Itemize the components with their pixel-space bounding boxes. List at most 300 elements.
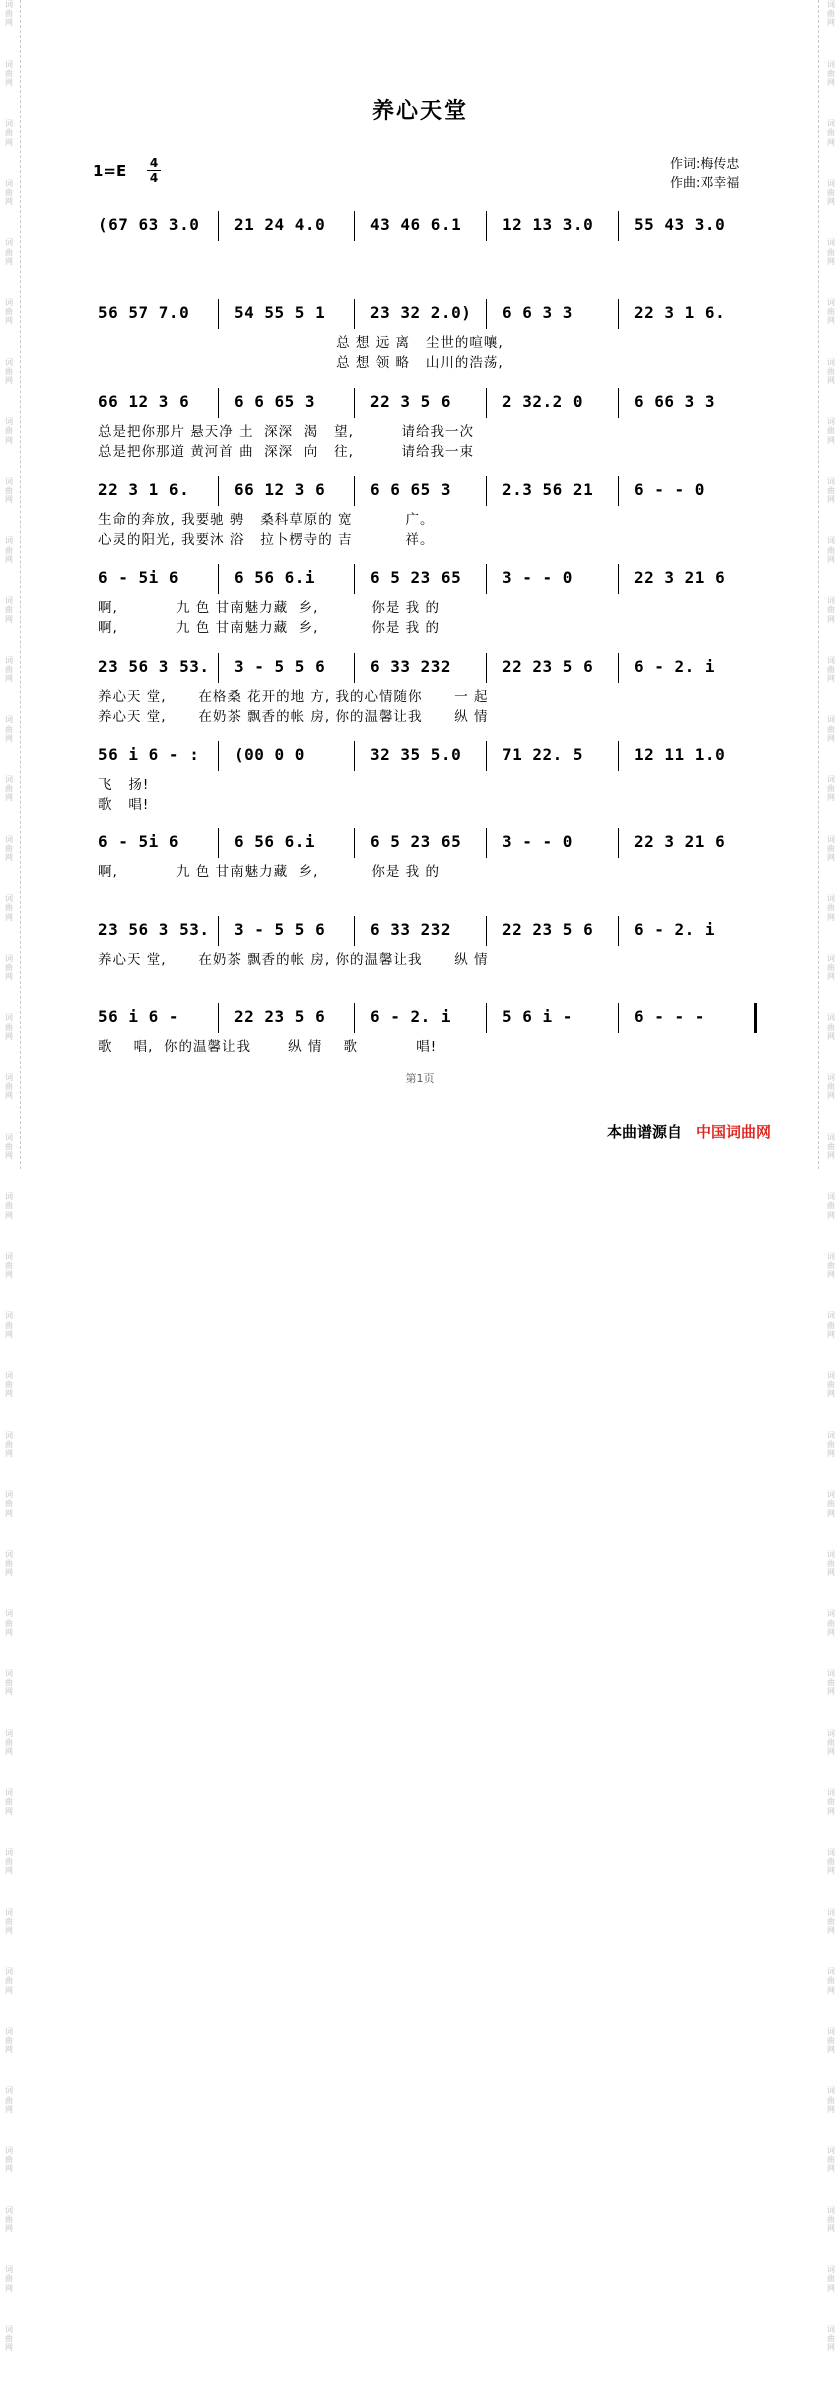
lyric-line-1: 养心天 堂, 在奶茶 飘香的帐 房, 你的温馨让我 纵 情: [98, 952, 489, 968]
watermark-char: 曲: [5, 1201, 13, 1211]
source-label: 本曲谱源自: [607, 1123, 683, 1141]
watermark-char: 词: [827, 2145, 835, 2155]
watermark-char: 曲: [827, 128, 835, 138]
watermark-char: 网: [827, 2343, 835, 2353]
watermark-char: 词: [827, 1192, 835, 1202]
watermark-char: 词: [827, 1847, 835, 1857]
watermark-char: 网: [5, 972, 13, 982]
watermark-char: 网: [5, 912, 13, 922]
lyric-line-1: 啊, 九 色 甘南魅力藏 乡, 你是 我 的: [98, 864, 440, 880]
lyric-line-2: 歌 唱!: [98, 797, 150, 813]
watermark-char: 网: [5, 1687, 13, 1697]
page-number: 第1页: [405, 1072, 435, 1085]
left-watermark: [2, 0, 16, 2353]
time-signature-bottom: 4: [147, 170, 161, 185]
watermark-char: 网: [827, 137, 835, 147]
lyric-line-1: 总是把你那片 悬天净 土 深深 渴 望, 请给我一次: [98, 424, 475, 440]
watermark-char: 网: [5, 1985, 13, 1995]
watermark-char: 网: [5, 495, 13, 505]
watermark-char: 曲: [827, 307, 835, 317]
measure-notes: 6 - - -: [634, 1007, 705, 1026]
watermark-char: 词: [5, 476, 13, 486]
bar-line: [218, 564, 219, 594]
lyric-line-1: 歌 唱, 你的温馨让我 纵 情 歌 唱!: [98, 1039, 438, 1055]
measure-notes: 12 11 1.0: [634, 745, 726, 764]
watermark-char: 曲: [5, 1022, 13, 1032]
watermark-char: 网: [827, 1806, 835, 1816]
watermark-char: 曲: [827, 1201, 835, 1211]
watermark-char: 曲: [827, 1618, 835, 1628]
watermark-char: 网: [827, 2045, 835, 2055]
bar-line: [218, 388, 219, 418]
watermark-char: 曲: [5, 1141, 13, 1151]
watermark-char: 网: [827, 1508, 835, 1518]
watermark-char: 词: [5, 834, 13, 844]
watermark-char: 网: [827, 674, 835, 684]
watermark-char: 曲: [827, 1022, 835, 1032]
watermark-char: 词: [827, 2324, 835, 2334]
lyric-line-2: 总是把你那道 黄河首 曲 深深 向 往, 请给我一束: [98, 444, 475, 460]
measure-notes: 6 6 65 3: [370, 480, 452, 499]
measure-notes: 22 3 5 6: [370, 392, 452, 411]
watermark-char: 网: [5, 1210, 13, 1220]
watermark-char: 词: [5, 1311, 13, 1321]
bar-line: [354, 1003, 355, 1033]
watermark-char: 曲: [5, 426, 13, 436]
watermark-char: 网: [5, 2045, 13, 2055]
watermark-char: 词: [827, 2026, 835, 2036]
watermark-char: 网: [5, 2104, 13, 2114]
watermark-char: 词: [827, 298, 835, 308]
watermark-char: 曲: [827, 903, 835, 913]
watermark-char: 词: [827, 417, 835, 427]
lyric-line-1: 生命的奔放, 我要驰 骋 桑科草原的 宽 广。: [98, 512, 435, 528]
watermark-char: 网: [5, 1627, 13, 1637]
measure-notes: 66 12 3 6: [98, 392, 190, 411]
watermark-char: 曲: [827, 1141, 835, 1151]
watermark-char: 网: [827, 1866, 835, 1876]
watermark-char: 网: [5, 18, 13, 28]
watermark-char: 曲: [5, 1618, 13, 1628]
bar-line: [486, 211, 487, 241]
watermark-char: 网: [827, 18, 835, 28]
watermark-char: 曲: [827, 962, 835, 972]
watermark-char: 词: [5, 1549, 13, 1559]
watermark-char: 词: [5, 0, 13, 9]
measure-notes: (00 0 0: [234, 745, 305, 764]
watermark-char: 曲: [827, 784, 835, 794]
watermark-char: 词: [5, 1907, 13, 1917]
watermark-char: 网: [827, 1449, 835, 1459]
bar-line: [486, 388, 487, 418]
measure-notes: 55 43 3.0: [634, 215, 726, 234]
bar-line: [218, 653, 219, 683]
watermark-char: 词: [5, 298, 13, 308]
watermark-char: 曲: [5, 1082, 13, 1092]
watermark-char: 曲: [827, 2155, 835, 2165]
watermark-char: 曲: [827, 843, 835, 853]
watermark-char: 曲: [827, 1439, 835, 1449]
lyric-line-2: 总 想 领 略 山川的浩荡,: [98, 355, 504, 371]
watermark-char: 曲: [5, 247, 13, 257]
watermark-char: 词: [5, 178, 13, 188]
watermark-char: 词: [5, 953, 13, 963]
lyricist-credit: 作词:梅传忠: [670, 157, 740, 172]
bar-line: [486, 916, 487, 946]
bar-line: [486, 564, 487, 594]
bar-line: [618, 299, 619, 329]
watermark-char: 曲: [5, 307, 13, 317]
bar-line: [354, 211, 355, 241]
bar-line: [486, 1003, 487, 1033]
measure-notes: 3 - - 0: [502, 568, 573, 587]
measure-notes: 43 46 6.1: [370, 215, 462, 234]
bar-line: [618, 741, 619, 771]
watermark-char: 词: [827, 536, 835, 546]
watermark-char: 网: [5, 1508, 13, 1518]
watermark-char: 曲: [5, 1678, 13, 1688]
watermark-char: 网: [5, 1270, 13, 1280]
bar-line: [486, 476, 487, 506]
watermark-char: 曲: [5, 366, 13, 376]
watermark-char: 词: [827, 894, 835, 904]
watermark-char: 网: [5, 1866, 13, 1876]
watermark-char: 曲: [827, 2035, 835, 2045]
watermark-char: 词: [827, 1132, 835, 1142]
measure-notes: 6 56 6.i: [234, 568, 316, 587]
watermark-char: 曲: [5, 664, 13, 674]
bar-line: [486, 828, 487, 858]
watermark-char: 网: [827, 1985, 835, 1995]
bar-line: [354, 299, 355, 329]
watermark-char: 词: [5, 1847, 13, 1857]
watermark-char: 曲: [5, 843, 13, 853]
watermark-char: 曲: [5, 1380, 13, 1390]
watermark-char: 词: [827, 953, 835, 963]
watermark-char: 词: [5, 2145, 13, 2155]
watermark-char: 词: [827, 476, 835, 486]
watermark-char: 网: [5, 1150, 13, 1160]
watermark-char: 词: [5, 1251, 13, 1261]
watermark-char: 网: [827, 1747, 835, 1757]
watermark-char: 网: [827, 1210, 835, 1220]
watermark-char: 网: [5, 1449, 13, 1459]
watermark-char: 曲: [827, 605, 835, 615]
watermark-char: 词: [827, 1669, 835, 1679]
watermark-char: 网: [827, 316, 835, 326]
measure-notes: 6 - 2. i: [370, 1007, 452, 1026]
watermark-char: 网: [827, 2164, 835, 2174]
watermark-char: 曲: [5, 1320, 13, 1330]
watermark-char: 曲: [827, 2333, 835, 2343]
watermark-char: 网: [5, 1925, 13, 1935]
bar-line: [618, 916, 619, 946]
watermark-char: 曲: [827, 1082, 835, 1092]
watermark-char: 网: [827, 1150, 835, 1160]
watermark-char: 词: [5, 1013, 13, 1023]
right-watermark: [824, 0, 838, 2353]
watermark-char: 词: [5, 2265, 13, 2275]
bar-line: [218, 1003, 219, 1033]
watermark-char: 网: [5, 256, 13, 266]
watermark-char: 曲: [827, 1559, 835, 1569]
watermark-char: 曲: [827, 2214, 835, 2224]
watermark-char: 词: [827, 0, 835, 9]
watermark-char: 曲: [5, 68, 13, 78]
measure-notes: (67 63 3.0: [98, 215, 200, 234]
watermark-char: 网: [827, 1329, 835, 1339]
watermark-char: 曲: [827, 1261, 835, 1270]
watermark-char: 网: [5, 1806, 13, 1816]
bar-line: [354, 828, 355, 858]
watermark-char: 曲: [5, 605, 13, 615]
source-credit: [607, 1121, 771, 1142]
watermark-char: 网: [827, 1091, 835, 1101]
watermark-char: 网: [5, 852, 13, 862]
watermark-char: 网: [827, 376, 835, 386]
watermark-char: 曲: [5, 2274, 13, 2284]
watermark-char: 网: [827, 733, 835, 743]
watermark-char: 词: [827, 1311, 835, 1321]
watermark-char: 网: [827, 554, 835, 564]
watermark-char: 词: [5, 119, 13, 129]
measure-notes: 2.3 56 21: [502, 480, 594, 499]
watermark-char: 网: [5, 674, 13, 684]
watermark-char: 词: [5, 1669, 13, 1679]
watermark-char: 曲: [5, 2155, 13, 2165]
watermark-char: 词: [5, 655, 13, 665]
watermark-char: 网: [827, 435, 835, 445]
watermark-char: 曲: [827, 68, 835, 78]
measure-notes: 71 22. 5: [502, 745, 584, 764]
watermark-char: 曲: [5, 2333, 13, 2343]
watermark-char: 曲: [5, 1261, 13, 1270]
bar-line: [618, 564, 619, 594]
watermark-char: 词: [827, 1013, 835, 1023]
lyric-line-2: 心灵的阳光, 我要沐 浴 拉卜楞寺的 吉 祥。: [98, 532, 435, 548]
watermark-char: 词: [5, 536, 13, 546]
bar-line: [618, 653, 619, 683]
watermark-char: 词: [5, 1072, 13, 1082]
watermark-char: 曲: [827, 1737, 835, 1747]
watermark-char: 词: [5, 1371, 13, 1381]
watermark-char: 词: [827, 715, 835, 725]
watermark-char: 词: [827, 655, 835, 665]
source-site: 中国词曲网: [696, 1123, 772, 1141]
watermark-char: 词: [5, 59, 13, 69]
watermark-char: 曲: [5, 962, 13, 972]
watermark-char: 词: [827, 1549, 835, 1559]
watermark-char: 曲: [827, 1499, 835, 1509]
watermark-char: 网: [5, 2283, 13, 2293]
watermark-char: 曲: [5, 486, 13, 496]
watermark-char: 词: [5, 1788, 13, 1798]
watermark-char: 网: [5, 1389, 13, 1399]
watermark-char: 曲: [827, 1797, 835, 1807]
final-bar-line: [754, 1003, 757, 1033]
watermark-char: 网: [827, 1031, 835, 1041]
watermark-char: 网: [827, 793, 835, 803]
bar-line: [218, 828, 219, 858]
watermark-char: 词: [827, 1728, 835, 1738]
measure-notes: 6 - 2. i: [634, 657, 716, 676]
watermark-char: 曲: [5, 545, 13, 555]
watermark-char: 曲: [5, 1499, 13, 1509]
watermark-char: 曲: [5, 2035, 13, 2045]
measure-notes: 22 3 21 6: [634, 832, 726, 851]
watermark-char: 曲: [5, 1559, 13, 1569]
watermark-char: 词: [827, 1371, 835, 1381]
time-signature: [147, 156, 161, 185]
bar-line: [354, 476, 355, 506]
watermark-char: 曲: [5, 1439, 13, 1449]
watermark-char: 曲: [5, 1857, 13, 1867]
bar-line: [218, 211, 219, 241]
right-margin-line: [818, 0, 819, 1169]
measure-notes: 6 6 3 3: [502, 303, 573, 322]
watermark-char: 网: [827, 256, 835, 266]
watermark-char: 网: [5, 2343, 13, 2353]
watermark-char: 曲: [5, 128, 13, 138]
measure-notes: 6 - - 0: [634, 480, 705, 499]
watermark-char: 网: [5, 1031, 13, 1041]
watermark-char: 词: [827, 1072, 835, 1082]
measure-notes: 21 24 4.0: [234, 215, 326, 234]
bar-line: [486, 653, 487, 683]
watermark-char: 曲: [827, 486, 835, 496]
watermark-char: 词: [5, 1609, 13, 1619]
measure-notes: 6 5 23 65: [370, 832, 462, 851]
bar-line: [618, 1003, 619, 1033]
watermark-char: 词: [5, 596, 13, 606]
measure-notes: 3 - 5 5 6: [234, 920, 326, 939]
watermark-char: 网: [5, 1568, 13, 1578]
composer-credit: 作曲:邓幸福: [670, 176, 740, 191]
watermark-char: 网: [827, 2104, 835, 2114]
watermark-char: 曲: [827, 1320, 835, 1330]
watermark-char: 曲: [5, 784, 13, 794]
watermark-char: 曲: [5, 2214, 13, 2224]
bar-line: [218, 916, 219, 946]
watermark-char: 词: [5, 1728, 13, 1738]
watermark-char: 曲: [827, 2274, 835, 2284]
watermark-char: 词: [5, 2205, 13, 2215]
measure-notes: 66 12 3 6: [234, 480, 326, 499]
watermark-char: 词: [827, 1490, 835, 1500]
watermark-char: 词: [827, 834, 835, 844]
bar-line: [218, 299, 219, 329]
watermark-char: 词: [827, 238, 835, 248]
watermark-char: 网: [5, 554, 13, 564]
watermark-char: 网: [827, 1627, 835, 1637]
watermark-char: 曲: [5, 1916, 13, 1926]
bar-line: [486, 741, 487, 771]
watermark-char: 网: [827, 2223, 835, 2233]
watermark-char: 曲: [827, 1857, 835, 1867]
watermark-char: 网: [827, 614, 835, 624]
bar-line: [618, 211, 619, 241]
watermark-char: 网: [5, 1747, 13, 1757]
watermark-char: 曲: [827, 9, 835, 19]
watermark-char: 词: [827, 596, 835, 606]
measure-notes: 22 23 5 6: [502, 920, 594, 939]
measure-notes: 23 56 3 53.: [98, 920, 210, 939]
watermark-char: 词: [5, 894, 13, 904]
watermark-char: 词: [827, 1609, 835, 1619]
watermark-char: 曲: [5, 724, 13, 734]
measure-notes: 54 55 5 1: [234, 303, 326, 322]
measure-notes: 22 3 1 6.: [98, 480, 190, 499]
watermark-char: 网: [827, 1925, 835, 1935]
watermark-char: 词: [5, 715, 13, 725]
time-signature-top: 4: [149, 156, 159, 170]
watermark-char: 网: [5, 78, 13, 88]
watermark-char: 词: [5, 357, 13, 367]
measure-notes: 23 56 3 53.: [98, 657, 210, 676]
measure-notes: 56 i 6 - :: [98, 745, 200, 764]
watermark-char: 曲: [5, 1976, 13, 1986]
watermark-char: 曲: [827, 247, 835, 257]
bar-line: [354, 388, 355, 418]
bar-line: [618, 388, 619, 418]
lyric-line-2: 养心天 堂, 在奶茶 飘香的帐 房, 你的温馨让我 纵 情: [98, 709, 489, 725]
watermark-char: 网: [827, 197, 835, 207]
watermark-char: 词: [5, 1192, 13, 1202]
lyric-line-1: 飞 扬!: [98, 777, 150, 793]
measure-notes: 56 i 6 -: [98, 1007, 180, 1026]
measure-notes: 5 6 i -: [502, 1007, 573, 1026]
watermark-char: 词: [5, 1967, 13, 1977]
watermark-char: 词: [5, 2324, 13, 2334]
watermark-char: 网: [827, 1389, 835, 1399]
measure-notes: 6 - 5i 6: [98, 832, 180, 851]
watermark-char: 曲: [827, 1916, 835, 1926]
measure-notes: 3 - 5 5 6: [234, 657, 326, 676]
measure-notes: 6 66 3 3: [634, 392, 716, 411]
watermark-char: 词: [827, 774, 835, 784]
watermark-char: 网: [827, 1568, 835, 1578]
watermark-char: 词: [5, 1430, 13, 1440]
measure-notes: 23 32 2.0): [370, 303, 472, 322]
bar-line: [618, 828, 619, 858]
watermark-char: 词: [5, 2086, 13, 2096]
watermark-char: 网: [827, 78, 835, 88]
watermark-char: 网: [5, 376, 13, 386]
measure-notes: 22 23 5 6: [234, 1007, 326, 1026]
watermark-char: 网: [827, 2283, 835, 2293]
lyric-line-1: 养心天 堂, 在格桑 花开的地 方, 我的心情随你 一 起: [98, 689, 489, 705]
watermark-char: 词: [827, 357, 835, 367]
song-title: 养心天堂: [371, 98, 468, 124]
measure-notes: 22 23 5 6: [502, 657, 594, 676]
watermark-char: 网: [5, 614, 13, 624]
watermark-char: 网: [827, 1270, 835, 1280]
lyric-line-1: 总 想 远 离 尘世的喧嚷,: [98, 335, 504, 351]
measure-notes: 6 - 2. i: [634, 920, 716, 939]
left-margin-line: [20, 0, 21, 1169]
measure-notes: 56 57 7.0: [98, 303, 190, 322]
key-signature: 1=E: [93, 162, 127, 180]
bar-line: [218, 741, 219, 771]
measure-notes: 3 - - 0: [502, 832, 573, 851]
watermark-char: 网: [827, 1687, 835, 1697]
watermark-char: 网: [5, 733, 13, 743]
watermark-char: 曲: [827, 366, 835, 376]
bar-line: [354, 564, 355, 594]
watermark-char: 网: [5, 2164, 13, 2174]
watermark-char: 词: [827, 1430, 835, 1440]
measure-notes: 32 35 5.0: [370, 745, 462, 764]
